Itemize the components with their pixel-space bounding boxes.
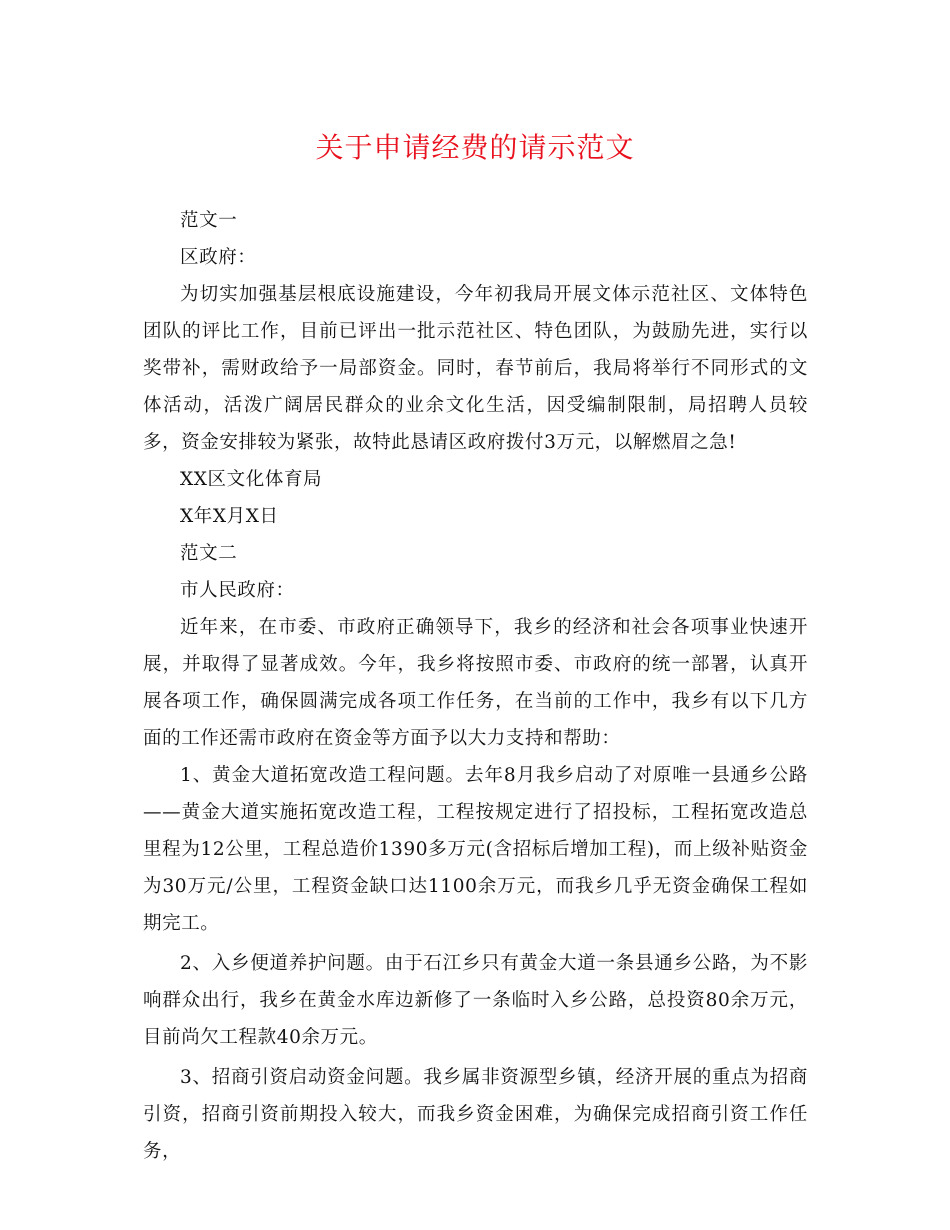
list-item: 1、黄金大道拓宽改造工程问题。去年8月我乡启动了对原唯一县通乡公路——黄金大道实施拓宽改造工程，工程按规定进行了招投标，工程拓宽改造总里程为12公里，工程总造价1390多万元(含招标后增加工程)，而上级补贴资金为30万元/公里，工程资金缺口达1100余万元，而我乡几乎无资金确保工程如期完工。 bbox=[143, 765, 808, 934]
list-item: 3、招商引资启动资金问题。我乡属非资源型乡镇，经济开展的重点为招商引资，招商引资前期投入较大，而我乡资金困难，为确保完成招商引资工作任务， bbox=[143, 1067, 808, 1162]
salutation-district-government: 区政府： bbox=[180, 247, 257, 268]
document-title: 关于申请经费的请示范文 bbox=[315, 131, 635, 164]
request-paragraph: 为切实加强基层根底设施建设，今年初我局开展文体示范社区、文体特色团队的评比工作，目前已评出一批示范社区、特色团队，为鼓励先进，实行以奖带补，需财政给予一局部资金。同时，春节前后，我局将举行不同形式的文体活动，活泼广阔居民群众的业余文化生活，因受编制限制，局招聘人员较多，资金安排较为紧张，故特此恳请区政府拨付3万元，以解燃眉之急! bbox=[143, 284, 808, 453]
salutation-city-government: 市人民政府： bbox=[180, 580, 295, 601]
section-heading-sample-two: 范文二 bbox=[180, 543, 238, 564]
document-body bbox=[143, 202, 808, 1170]
section-heading-sample-one: 范文一 bbox=[180, 210, 238, 231]
signature-date: X年X月X日 bbox=[180, 506, 279, 527]
list-item: 2、入乡便道养护问题。由于石江乡只有黄金大道一条县通乡公路，为不影响群众出行，我乡在黄金水库边新修了一条临时入乡公路，总投资80余万元，目前尚欠工程款40余万元。 bbox=[143, 953, 808, 1048]
signature-organization: XX区文化体育局 bbox=[180, 469, 323, 490]
intro-paragraph: 近年来，在市委、市政府正确领导下，我乡的经济和社会各项事业快速开展，并取得了显著成效。今年，我乡将按照市委、市政府的统一部署，认真开展各项工作，确保圆满完成各项工作任务，在当前的工作中，我乡有以下几方面的工作还需市政府在资金等方面予以大力支持和帮助： bbox=[143, 617, 808, 749]
